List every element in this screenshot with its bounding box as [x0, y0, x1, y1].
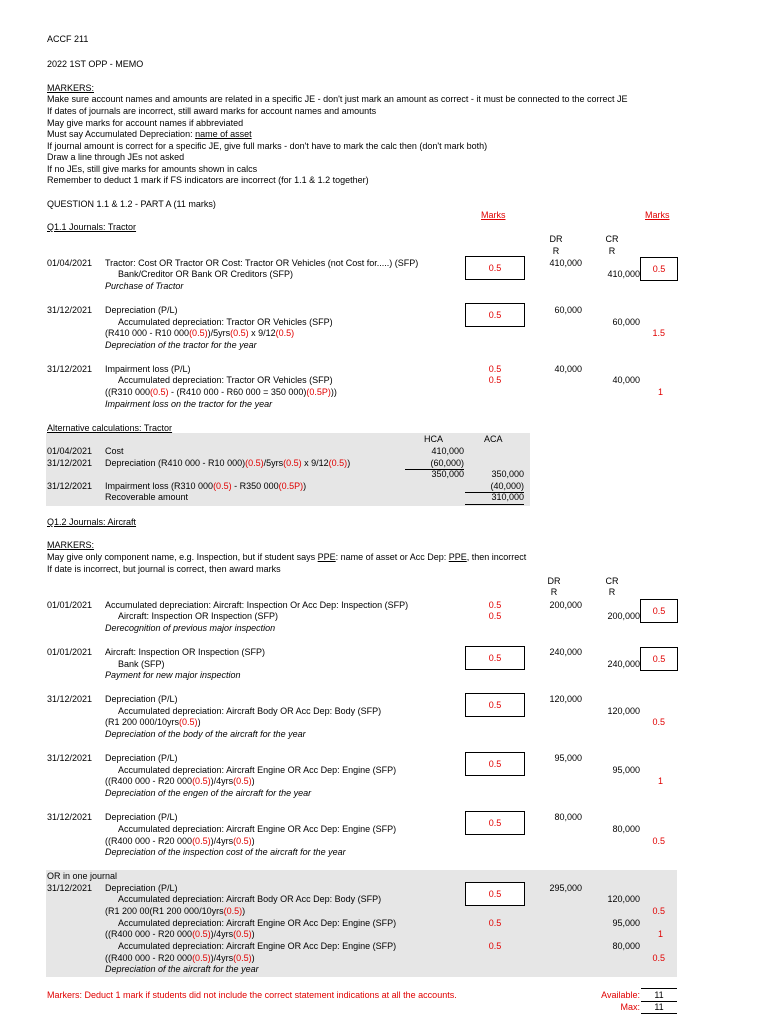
cr-amount: 80,000 — [612, 824, 640, 834]
journal-narration: Depreciation of the aircraft for the year — [105, 964, 259, 974]
journal-debit: Depreciation (P/L) — [105, 883, 178, 893]
journal-credit: Accumulated depreciation: Tractor OR Vehicles (SFP) — [118, 317, 333, 327]
journal-narration: Depreciation of the inspection cost of the aircraft for the year — [105, 847, 346, 857]
journal-narration: Depreciation of the engen of the aircraft for the year — [105, 788, 312, 798]
journal-date: 31/12/2021 — [47, 694, 93, 704]
journal-debit: Tractor: Cost OR Tractor OR Cost: Tractor OR Vehicles (not Cost for.....) (SFP) — [105, 258, 419, 268]
markers-note: If no JEs, still give marks for amounts shown in calcs — [47, 164, 258, 174]
q12-title: Q1.2 Journals: Aircraft — [47, 517, 137, 527]
journal-narration: Depreciation of the tractor for the year — [105, 340, 257, 350]
journal-calc: (R410 000 - R10 000(0.5))/5yrs(0.5) x 9/12(0.5) — [105, 328, 295, 338]
journal-credit: Bank/Creditor OR Bank OR Creditors (SFP) — [118, 269, 294, 279]
cr-amount: 240,000 — [607, 659, 640, 669]
markers-note: Remember to deduct 1 mark if FS indicators are incorrect (for 1.1 & 1.2 together) — [47, 175, 369, 185]
journal-credit: Accumulated depreciation: Aircraft Engine OR Acc Dep: Engine (SFP) — [118, 918, 397, 928]
journal-date: 01/01/2021 — [47, 600, 93, 610]
q12-markers-note: May give only component name, e.g. Inspection, but if student says PPE: name of asset or Acc Dep: PPE, then incorrect — [47, 552, 527, 562]
journal-calc: ((R400 000 - R20 000(0.5))/4yrs(0.5)) — [105, 836, 255, 846]
journal-date: 31/12/2021 — [47, 305, 93, 315]
alt-hca-value: 350,000 — [431, 469, 464, 479]
dr-amount: 120,000 — [549, 694, 582, 704]
dr-amount: 240,000 — [549, 647, 582, 657]
alt-calc-title: Alternative calculations: Tractor — [47, 423, 173, 433]
r-label: R — [608, 587, 616, 597]
journal-calc: ((R400 000 - R20 000(0.5))/4yrs(0.5)) — [105, 929, 255, 939]
mark-box: 0.5 — [465, 303, 525, 327]
mark: 0.5 — [488, 600, 502, 610]
markers-note-accum: Must say Accumulated Depreciation: name of asset — [47, 129, 252, 139]
total-line — [641, 988, 677, 989]
mark-box: 0.5 — [465, 646, 525, 670]
mark-box: 0.5 — [465, 693, 525, 717]
journal-date: 31/12/2021 — [47, 812, 93, 822]
journal-calc: ((R400 000 - R20 000(0.5))/4yrs(0.5)) — [105, 776, 255, 786]
r-label: R — [608, 246, 616, 256]
cr-amount: 120,000 — [607, 894, 640, 904]
dr-amount: 40,000 — [554, 364, 582, 374]
right-mark: 1.5 — [652, 328, 665, 338]
footer-note: Markers: Deduct 1 mark if students did not include the correct statement indications at all the accounts. — [47, 990, 457, 1000]
journal-credit: Accumulated depreciation: Tractor OR Vehicles (SFP) — [118, 375, 333, 385]
aca-label: ACA — [484, 434, 503, 444]
markers-note: Make sure account names and amounts are related in a specific JE - don't just mark an amount as correct - it must be connected to the correct JE — [47, 94, 628, 104]
journal-calc: ((R400 000 - R20 000(0.5))/4yrs(0.5)) — [105, 953, 255, 963]
dr-amount: 60,000 — [554, 305, 582, 315]
right-mark: 0.5 — [652, 836, 665, 846]
alt-date: 01/04/2021 — [47, 446, 93, 456]
max-label: Max: — [620, 1002, 640, 1012]
cr-amount: 80,000 — [612, 941, 640, 951]
available-label: Available: — [601, 990, 640, 1000]
alt-hca-value: 410,000 — [431, 446, 464, 456]
right-mark: 1 — [657, 387, 663, 397]
right-mark: 0.5 — [652, 906, 665, 916]
dr-amount: 295,000 — [549, 883, 582, 893]
dr-amount: 95,000 — [554, 753, 582, 763]
journal-date: 31/12/2021 — [47, 364, 93, 374]
journal-calc: (R1 200 00(R1 200 000/10yrs(0.5)) — [105, 906, 246, 916]
exam-title: 2022 1ST OPP - MEMO — [47, 59, 144, 69]
cr-amount: 95,000 — [612, 765, 640, 775]
cr-amount: 410,000 — [607, 269, 640, 279]
journal-narration: Impairment loss on the tractor for the year — [105, 399, 273, 409]
dr-amount: 80,000 — [554, 812, 582, 822]
mark-box: 0.5 — [465, 811, 525, 835]
alt-aca-value: 350,000 — [491, 469, 524, 479]
mark-box: 0.5 — [465, 882, 525, 906]
markers-note: If dates of journals are incorrect, still award marks for account names and amounts — [47, 106, 377, 116]
mark: 0.5 — [488, 918, 502, 928]
alt-date: 31/12/2021 — [47, 458, 93, 468]
journal-debit: Depreciation (P/L) — [105, 305, 178, 315]
alt-hca-value: (60,000) — [430, 458, 464, 468]
right-mark-box: 0.5 — [640, 647, 678, 671]
r-label: R — [552, 246, 560, 256]
journal-date: 31/12/2021 — [47, 883, 93, 893]
cr-label: CR — [605, 234, 619, 244]
journal-credit: Bank (SFP) — [118, 659, 165, 669]
mark: 0.5 — [488, 364, 502, 374]
alt-label: Recoverable amount — [105, 492, 189, 502]
right-mark: 0.5 — [652, 953, 665, 963]
journal-calc: (R1 200 000/10yrs(0.5)) — [105, 717, 201, 727]
cr-amount: 60,000 — [612, 317, 640, 327]
mark: 0.5 — [488, 611, 502, 621]
hca-label: HCA — [424, 434, 444, 444]
cr-amount: 120,000 — [607, 706, 640, 716]
dr-amount: 200,000 — [549, 600, 582, 610]
markers-note: May give marks for account names if abbreviated — [47, 118, 244, 128]
journal-credit: Accumulated depreciation: Aircraft Body OR Acc Dep: Body (SFP) — [118, 706, 382, 716]
alt-aca-value: 310,000 — [491, 492, 524, 502]
q11-title: Q1.1 Journals: Tractor — [47, 222, 137, 232]
journal-narration: Payment for new major inspection — [105, 670, 241, 680]
q12-markers-note: If date is incorrect, but journal is correct, then award marks — [47, 564, 281, 574]
marks-column-label-right: Marks — [645, 210, 670, 220]
markers-note: If journal amount is correct for a specific JE, give full marks - don't have to mark the calc then (don't mark both) — [47, 141, 488, 151]
journal-date: 01/01/2021 — [47, 647, 93, 657]
dr-label: DR — [549, 234, 563, 244]
mark: 0.5 — [488, 941, 502, 951]
journal-debit: Impairment loss (P/L) — [105, 364, 191, 374]
journal-credit: Aircraft: Inspection OR Inspection (SFP) — [118, 611, 279, 621]
max-value: 11 — [654, 1002, 664, 1012]
journal-date: 31/12/2021 — [47, 753, 93, 763]
dr-amount: 410,000 — [549, 258, 582, 268]
right-mark-box: 0.5 — [640, 599, 678, 623]
alt-calc: Impairment loss (R310 000(0.5) - R350 000(0.5P)) — [105, 481, 307, 491]
course-code: ACCF 211 — [47, 34, 89, 44]
combined-label: OR in one journal — [47, 871, 118, 881]
question-title: QUESTION 1.1 & 1.2 - PART A (11 marks) — [47, 199, 216, 209]
cr-amount: 40,000 — [612, 375, 640, 385]
journal-date: 01/04/2021 — [47, 258, 93, 268]
right-mark: 1 — [657, 776, 663, 786]
journal-narration: Purchase of Tractor — [105, 281, 184, 291]
available-value: 11 — [654, 990, 664, 1000]
mark-box: 0.5 — [465, 256, 525, 280]
total-line — [465, 504, 524, 505]
total-line — [641, 1013, 677, 1014]
cr-amount: 95,000 — [612, 918, 640, 928]
journal-narration: Derecognition of previous major inspection — [105, 623, 276, 633]
journal-credit: Accumulated depreciation: Aircraft Engine OR Acc Dep: Engine (SFP) — [118, 824, 397, 834]
cr-amount: 200,000 — [607, 611, 640, 621]
journal-debit: Accumulated depreciation: Aircraft: Inspection Or Acc Dep: Inspection (SFP) — [105, 600, 409, 610]
journal-credit: Accumulated depreciation: Aircraft Engine OR Acc Dep: Engine (SFP) — [118, 941, 397, 951]
alt-date: 31/12/2021 — [47, 481, 93, 491]
alt-calc: Depreciation (R410 000 - R10 000)(0.5)/5yrs(0.5) x 9/12(0.5)) — [105, 458, 351, 468]
marks-column-label: Marks — [481, 210, 506, 220]
alt-aca-value: (40,000) — [490, 481, 524, 491]
journal-calc: ((R310 000(0.5) - (R410 000 - R60 000 = 350 000)(0.5P))) — [105, 387, 337, 397]
journal-debit: Aircraft: Inspection OR Inspection (SFP) — [105, 647, 266, 657]
journal-credit: Accumulated depreciation: Aircraft Engine OR Acc Dep: Engine (SFP) — [118, 765, 397, 775]
q12-markers-title: MARKERS: — [47, 540, 95, 550]
journal-debit: Depreciation (P/L) — [105, 753, 178, 763]
mark-box: 0.5 — [465, 752, 525, 776]
journal-debit: Depreciation (P/L) — [105, 812, 178, 822]
markers-title: MARKERS: — [47, 83, 95, 93]
journal-credit: Accumulated depreciation: Aircraft Body OR Acc Dep: Body (SFP) — [118, 894, 382, 904]
cr-label: CR — [605, 576, 619, 586]
dr-label: DR — [547, 576, 561, 586]
journal-debit: Depreciation (P/L) — [105, 694, 178, 704]
journal-narration: Depreciation of the body of the aircraft for the year — [105, 729, 306, 739]
markers-note: Draw a line through JEs not asked — [47, 152, 185, 162]
alt-label: Cost — [105, 446, 124, 456]
mark: 0.5 — [488, 375, 502, 385]
right-mark: 0.5 — [652, 717, 665, 727]
right-mark: 1 — [657, 929, 663, 939]
r-label: R — [550, 587, 558, 597]
right-mark-box: 0.5 — [640, 257, 678, 281]
